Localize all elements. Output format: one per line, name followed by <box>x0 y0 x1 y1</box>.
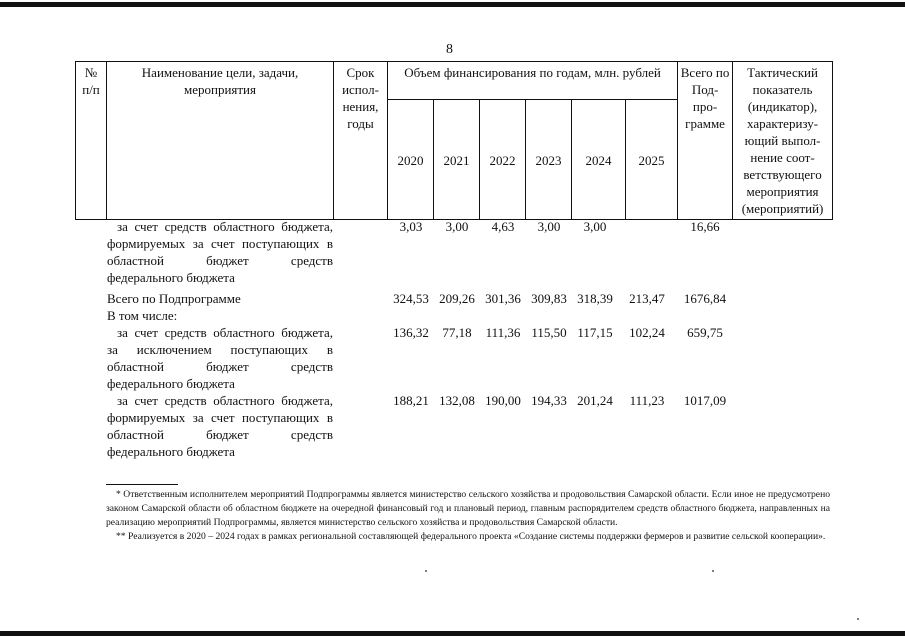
row-value: 324,53 <box>393 291 429 306</box>
header-year: 2020 <box>388 100 434 220</box>
row-value: 132,08 <box>439 393 475 408</box>
row-value: 318,39 <box>577 291 613 306</box>
header-indicator: Тактический показатель (индикатор), характеризу-ющий выпол-нение соот-ветствующего мероприятия (мероприятий) <box>733 62 833 220</box>
row-value: 201,24 <box>577 393 613 408</box>
financing-table-header <box>75 61 833 220</box>
header-name: Наименование цели, задачи, мероприятия <box>107 62 334 220</box>
row-value: 3,00 <box>537 219 561 234</box>
row-name: за счет средств областного бюджета, формируемых за счет поступающих в областной бюджет средств федерального бюджета <box>107 393 333 459</box>
header-year: 2025 <box>626 100 678 220</box>
row-value: 213,47 <box>629 291 665 306</box>
row-name: В том числе: <box>107 308 178 323</box>
row-value: 301,36 <box>485 291 521 306</box>
scan-speck <box>857 618 859 620</box>
header-term: Срок испол-нения, годы <box>334 62 388 220</box>
row-total: 659,75 <box>687 325 723 340</box>
row-value: 3,00 <box>445 219 469 234</box>
footnotes <box>106 488 830 544</box>
scan-speck <box>712 570 714 572</box>
row-value: 3,00 <box>583 219 607 234</box>
row-value: 117,15 <box>577 325 613 340</box>
header-year: 2023 <box>526 100 572 220</box>
footnote-2: ** Реализуется в 2020 – 2024 годах в рамках региональной составляющей федерального проекта «Создание системы поддержки фермеров и развитие сельской кооперации». <box>116 531 826 542</box>
row-total: 1676,84 <box>683 291 727 306</box>
row-name: за счет средств областного бюджета, формируемых за счет поступающих в областной бюджет средств федерального бюджета <box>107 219 333 285</box>
header-num: № п/п <box>76 62 107 220</box>
row-value: 102,24 <box>629 325 665 340</box>
page-number: 8 <box>446 42 453 57</box>
header-finance-group: Объем финансирования по годам, млн. рублей <box>388 62 678 100</box>
top-border <box>0 2 905 7</box>
row-value: 209,26 <box>439 291 475 306</box>
row-total: 1017,09 <box>683 393 727 408</box>
row-value: 111,36 <box>485 325 521 340</box>
footnote-rule <box>106 484 178 485</box>
row-value: 194,33 <box>531 393 567 408</box>
footnote-1: * Ответственным исполнителем мероприятий Подпрограммы является министерство сельского хозяйства и продовольствия Самарской области. Если иное не предусмотрено законом Самарской области об областном бюджете на очередной финансовый год и плановый период, главным распорядителем средств областного бюджета, направленных на реализацию мероприятий Подпрограммы, является министерство сельского хозяйства и продовольствия Самарской области. <box>106 489 830 528</box>
header-total: Всего по Под-про-грамме <box>678 62 733 220</box>
row-value: 77,18 <box>442 325 472 340</box>
row-value: 115,50 <box>531 325 567 340</box>
header-year: 2022 <box>480 100 526 220</box>
row-total: 16,66 <box>690 219 720 234</box>
row-name: за счет средств областного бюджета, за исключением поступающих в областной бюджет средств федерального бюджета <box>107 325 333 391</box>
row-name: Всего по Подпрограмме <box>107 291 241 306</box>
header-year: 2021 <box>434 100 480 220</box>
scan-speck <box>425 570 427 572</box>
row-value: 111,23 <box>629 393 665 408</box>
header-year: 2024 <box>572 100 626 220</box>
row-value: 188,21 <box>393 393 429 408</box>
bottom-border <box>0 631 905 636</box>
row-value: 136,32 <box>393 325 429 340</box>
row-value: 309,83 <box>531 291 567 306</box>
row-value: 3,03 <box>399 219 423 234</box>
row-value: 4,63 <box>491 219 515 234</box>
row-value: 190,00 <box>485 393 521 408</box>
